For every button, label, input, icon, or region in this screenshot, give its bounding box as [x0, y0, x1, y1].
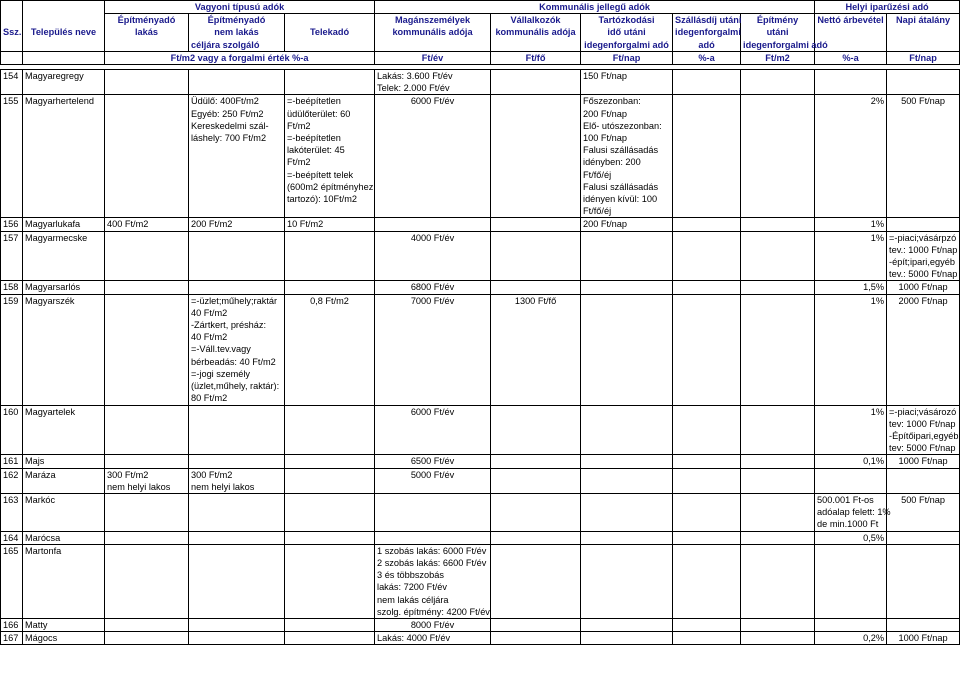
header-kommunalis-adoja-vallalkozo: kommunális adója — [491, 26, 581, 38]
header-kommunalis-adoja-magan: kommunális adója — [375, 26, 491, 38]
header-ado: adó — [673, 39, 741, 52]
header-epitmeny: Építmény — [741, 14, 815, 27]
header-telekado: Telekadó — [285, 26, 375, 38]
header-idegenforgalmi-ado-1: idegenforgalmi adó — [581, 39, 673, 52]
header-utani: utáni — [741, 26, 815, 38]
table-row: 155 Magyarhertelend Üdülő: 400Ft/m2 Egyéb: 250 Ft/m2 Kereskedelmi szál- láshely: 700 Ft/m2 =-beépítetlen üdülőterület: 60 Ft/m2 =-beépítetlen lakóterület: 45 Ft/m2 =-beépített telek (600m2 építményhez tartozó): 10Ft/m2 6000 Ft/év Főszezonban: 200 Ft/nap Elő- utószezonban: 100 Ft/nap Falusi szállásadás idényben: 200 Ft/fő/éj Falusi szállásadás idényen kívül: 100 Ft/fő/éj 2% 500 Ft/nap — [1, 95, 960, 218]
unit-ft-m2: Ft/m2 — [741, 51, 815, 64]
table-row: 164 Marócsa 0,5% — [1, 531, 960, 544]
header-idegenforgalmi-ado-2: idegenforgalmi adó — [741, 39, 815, 52]
table-row: 162 Maráza 300 Ft/m2 nem helyi lakos 300 Ft/m2 nem helyi lakos 5000 Ft/év — [1, 468, 960, 493]
header-lakas: lakás — [105, 26, 189, 38]
unit-pct-1: %-a — [673, 51, 741, 64]
unit-pct-2: %-a — [815, 51, 887, 64]
header-napi-atalany: Napi átalány — [887, 14, 960, 27]
header-celjara-szolgalo: céljára szolgáló — [189, 39, 285, 52]
header-kommunalis-jellegu: Kommunális jellegű adók — [375, 1, 815, 14]
table-header — [1, 1, 960, 65]
unit-ft-m2-vagy: Ft/m2 vagy a forgalmi érték %-a — [105, 51, 375, 64]
header-vagyoni: Vagyoni típusú adók — [105, 1, 375, 14]
header-vallalkozok: Vállalkozók — [491, 14, 581, 27]
table-row: 157 Magyarmecske 4000 Ft/év 1% =-piaci;vásárpzó tev.: 1000 Ft/nap -épít;ipari,egyéb tev.: 5000 Ft/nap — [1, 231, 960, 281]
header-idegenforgalmi: idegenforgalmi — [673, 26, 741, 38]
unit-ft-nap: Ft/nap — [581, 51, 673, 64]
table-row: 159 Magyarszék =-üzlet;műhely;raktár 40 Ft/m2 -Zártkert, présház: 40 Ft/m2 =-Váll.tev.vagy bérbeadás: 40 Ft/m2 =-jogi személy (üzlet,műhely, raktár): 80 Ft/m2 0,8 Ft/m2 7000 Ft/év 1300 Ft/fő 1% 2000 Ft/nap — [1, 294, 960, 405]
header-ssz: Ssz. — [1, 26, 23, 38]
header-epitmenyado-nem-lakas: Építményadó — [189, 14, 285, 27]
table-row: 156 Magyarlukafa 400 Ft/m2 200 Ft/m2 10 Ft/m2 200 Ft/nap 1% — [1, 218, 960, 231]
table-body — [1, 65, 960, 645]
table-row: 161 Majs 6500 Ft/év 0,1% 1000 Ft/nap — [1, 455, 960, 468]
header-helyi-iparuzesi: Helyi iparűzési adó — [815, 1, 960, 14]
table-row: 158 Magyarsarlós 6800 Ft/év 1,5% 1000 Ft/nap — [1, 281, 960, 294]
header-nem-lakas: nem lakás — [189, 26, 285, 38]
unit-ft-fo: Ft/fő — [491, 51, 581, 64]
table-row: 165 Martonfa 1 szobás lakás: 6000 Ft/év 2 szobás lakás: 6600 Ft/év 3 és többszobás lakás: 7200 Ft/év nem lakás céljára szolg. építmény: 4200 Ft/év — [1, 544, 960, 618]
header-maganszemelyek: Magánszemélyek — [375, 14, 491, 27]
table-row: 163 Markóc 500.001 Ft-os adóalap felett: 1% de min.1000 Ft 500 Ft/nap — [1, 493, 960, 531]
unit-ft-ev: Ft/év — [375, 51, 491, 64]
table-row: 154 Magyaregregy Lakás: 3.600 Ft/év Telek: 2.000 Ft/év 150 Ft/nap — [1, 70, 960, 95]
table-row: 167 Mágocs Lakás: 4000 Ft/év 0,2% 1000 Ft/nap — [1, 632, 960, 645]
table-row: 160 Magyartelek 6000 Ft/év 1% =-piaci;vásározó tev: 1000 Ft/nap -Építőipari,egyéb tev: 5000 Ft/nap — [1, 405, 960, 455]
header-epitmenyado-lakas: Építményadó — [105, 14, 189, 27]
header-telepules: Település neve — [23, 26, 105, 38]
unit-ft-nap-2: Ft/nap — [887, 51, 960, 64]
header-ido-utani: idő utáni — [581, 26, 673, 38]
table-row: 166 Matty 8000 Ft/év — [1, 618, 960, 631]
header-netto-arbevetel: Nettó árbevétel — [815, 14, 887, 27]
header-szallasdij: Szállásdíj utáni — [673, 14, 741, 27]
header-tartozkodasi: Tartózkodási — [581, 14, 673, 27]
